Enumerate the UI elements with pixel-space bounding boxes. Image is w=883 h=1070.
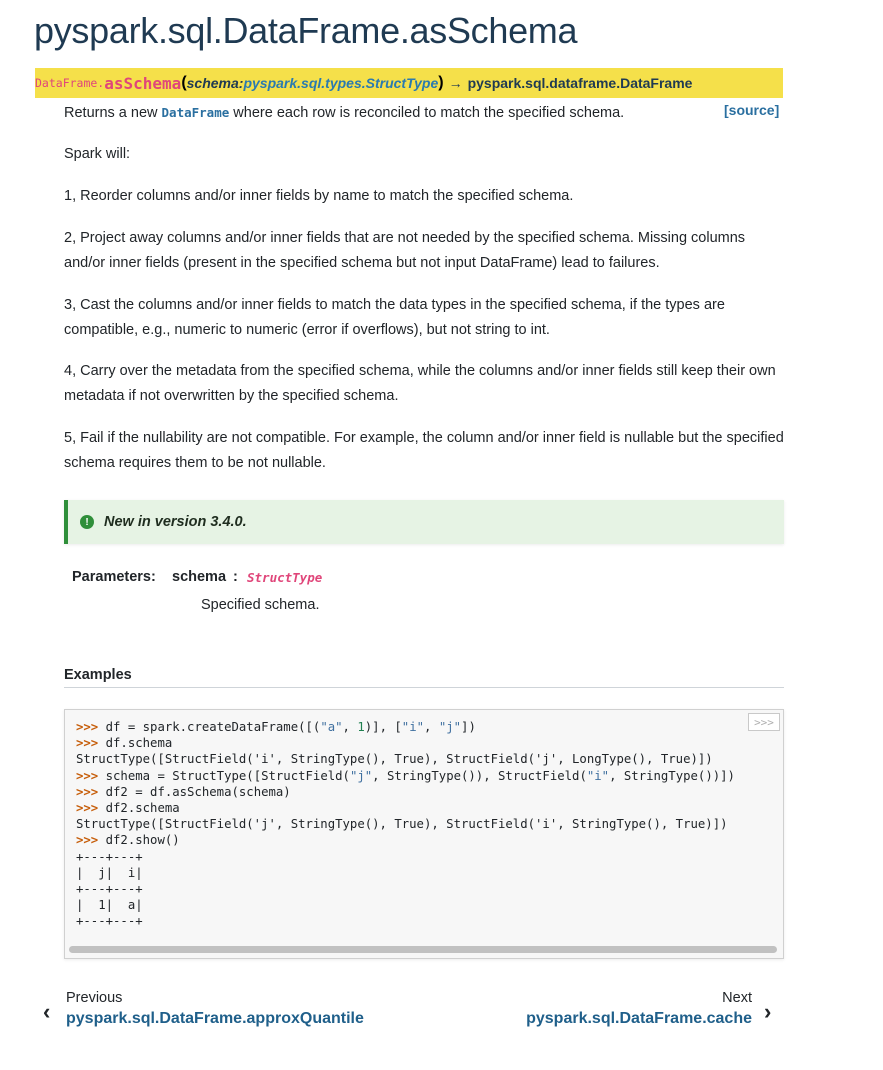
- code-line: +---+---+: [76, 882, 143, 897]
- previous-label: Previous: [66, 990, 123, 1006]
- next-label: Next: [722, 990, 752, 1006]
- code-line: >>> schema = StructType([StructField("j", StringType()), StructField("i", StringType())]): [76, 768, 735, 783]
- parameter-description: Specified schema.: [201, 597, 320, 613]
- next-page-link[interactable]: pyspark.sql.DataFrame.cache: [526, 1010, 752, 1027]
- signature-param-name: schema: [186, 75, 239, 91]
- example-code-block: [64, 709, 784, 959]
- signature-close-paren: ): [438, 74, 444, 91]
- signature-arrow: →: [448, 75, 463, 91]
- signature-method-name: asSchema: [104, 73, 182, 93]
- previous-page-link[interactable]: pyspark.sql.DataFrame.approxQuantile: [66, 1010, 364, 1027]
- paragraph-rule-3: 3, Cast the columns and/or inner fields to match the data types in the specified schema, if the types are compatible, e.g., numeric to numeric (error if overflows), but not string to int.: [64, 297, 725, 338]
- method-signature: [35, 68, 783, 98]
- paragraph-rule-1: 1, Reorder columns and/or inner fields by name to match the specified schema.: [64, 188, 574, 204]
- description-text-pre: Returns a new: [64, 105, 162, 121]
- chevron-left-icon[interactable]: ‹: [43, 999, 51, 1024]
- version-admonition: [64, 500, 784, 544]
- parameter-colon: :: [233, 569, 238, 585]
- page-title: pyspark.sql.DataFrame.asSchema: [34, 10, 578, 51]
- examples-heading: Examples: [64, 667, 132, 683]
- code-line: >>> df.schema: [76, 736, 173, 751]
- version-note: New in version 3.4.0.: [104, 514, 247, 530]
- code-line: +---+---+: [76, 914, 143, 929]
- horizontal-scrollbar[interactable]: [69, 946, 777, 953]
- code-line: | 1| a|: [76, 898, 143, 913]
- signature-open-paren: (: [181, 74, 187, 91]
- signature-return-type[interactable]: pyspark.sql.dataframe.DataFrame: [467, 75, 693, 91]
- paragraph-rule-4: 4, Carry over the metadata from the specified schema, while the columns and/or inner fields still keep their own metadata if not overwritten by the specified schema.: [64, 363, 776, 404]
- description: [64, 100, 784, 126]
- code-line: StructType([StructField('j', StringType(), True), StructField('i', StringType(), True)]): [76, 817, 728, 832]
- signature-param-colon: :: [238, 75, 244, 91]
- signature-param-type[interactable]: pyspark.sql.types.StructType: [243, 75, 439, 91]
- parameter-name: schema: [172, 569, 227, 585]
- code-line: >>> df = spark.createDataFrame([("a", 1)], ["i", "j"]): [76, 720, 476, 734]
- signature-class-prefix: DataFrame.: [35, 76, 105, 90]
- paragraph-spark-will: Spark will:: [64, 146, 131, 162]
- toggle-prompt-button[interactable]: >>>: [748, 713, 780, 731]
- description-text-post: where each row is reconciled to match the specified schema.: [229, 105, 625, 121]
- exclamation-circle-icon: !: [80, 515, 94, 529]
- code-line: | j| i|: [76, 865, 143, 880]
- parameters-label: Parameters:: [72, 569, 156, 585]
- code-line: >>> df2 = df.asSchema(schema): [76, 784, 291, 799]
- source-link[interactable]: [source]: [724, 102, 780, 118]
- code-line: +---+---+: [76, 849, 143, 864]
- paragraph-rule-2: 2, Project away columns and/or inner fields that are not needed by the specified schema. Missing columns and/or inner fields (present in the specified schema but not input DataFrame) lead to failures.: [64, 230, 746, 271]
- code-line: >>> df2.schema: [76, 801, 180, 816]
- dataframe-code-link[interactable]: DataFrame: [161, 105, 230, 120]
- parameter-type-link[interactable]: StructType: [247, 570, 323, 585]
- code-line: >>> df2.show(): [76, 833, 180, 848]
- chevron-right-icon[interactable]: ›: [764, 999, 772, 1024]
- code-line: StructType([StructField('i', StringType(), True), StructField('j', LongType(), True)]): [76, 752, 713, 767]
- example-code: [76, 719, 735, 930]
- paragraph-rule-5: 5, Fail if the nullability are not compatible. For example, the column and/or inner field is nullable but the specified schema requires them to be not nullable.: [64, 430, 784, 471]
- examples-divider: [64, 687, 784, 688]
